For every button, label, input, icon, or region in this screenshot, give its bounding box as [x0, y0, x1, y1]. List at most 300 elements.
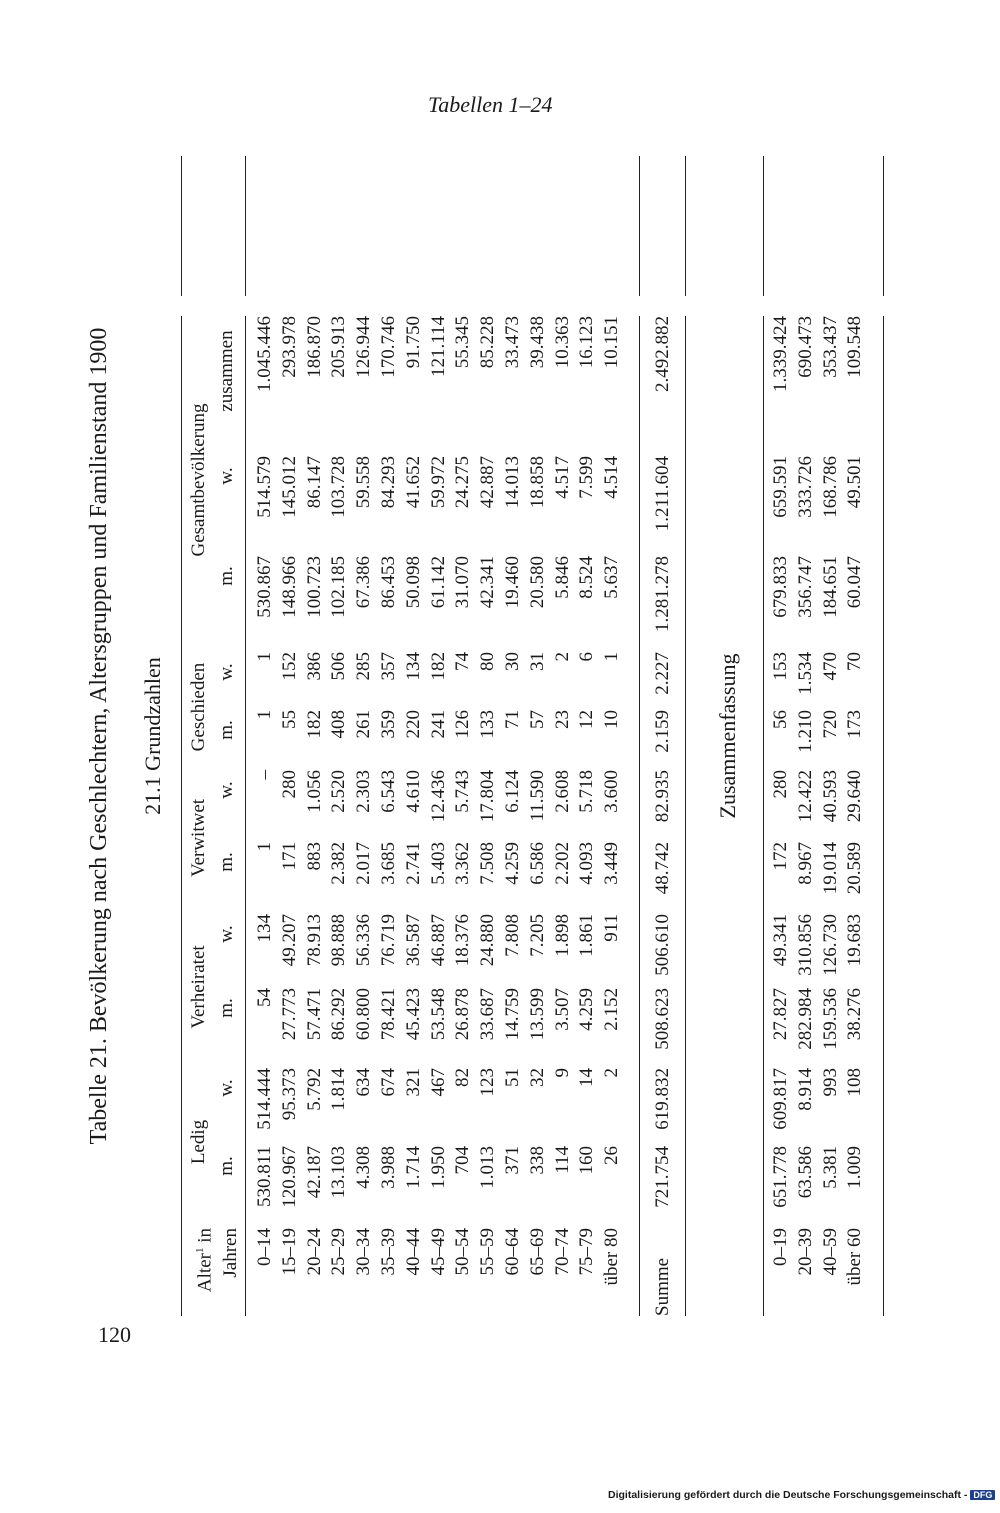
value-cell: 14: [576, 1068, 598, 1087]
value-cell: 42.887: [477, 456, 499, 509]
value-cell: 10.151: [601, 316, 623, 369]
group-header: Ledig: [188, 1119, 209, 1165]
value-cell: 13.103: [328, 1146, 350, 1199]
value-cell: 3.600: [601, 770, 623, 813]
value-cell: 148.966: [278, 556, 300, 618]
rule-header-right: [245, 156, 246, 296]
sum-value-cell: 721.754: [652, 1146, 673, 1208]
value-cell: 12.422: [794, 770, 816, 823]
footer-text: Digitalisierung gefördert durch die Deutsche Forschungsgemeinschaft -: [608, 1489, 968, 1501]
age-cell: 0–14: [254, 1228, 275, 1266]
value-cell: 7.808: [502, 914, 523, 957]
value-cell: 91.750: [402, 316, 424, 369]
value-cell: 123: [477, 1068, 499, 1097]
header-age-line2: Jahren: [220, 1228, 242, 1278]
age-cell: 50–54: [452, 1228, 474, 1276]
value-cell: 993: [819, 1068, 841, 1097]
value-cell: 5.637: [601, 556, 623, 599]
value-cell: 20.580: [526, 556, 548, 609]
age-cell: 70–74: [551, 1228, 573, 1276]
value-cell: 659.591: [770, 456, 791, 518]
sum-value-cell: 82.935: [652, 770, 673, 823]
table-row: [526, 316, 550, 1316]
rule-header: [245, 316, 246, 1316]
value-cell: 4.259: [502, 842, 523, 885]
age-cell: über 60: [844, 1228, 866, 1286]
table-row: [575, 316, 599, 1316]
value-cell: 45.423: [402, 988, 424, 1041]
header-age: [187, 1228, 244, 1316]
value-cell: 153: [770, 652, 791, 681]
value-cell: 57.471: [303, 988, 325, 1041]
value-cell: 280: [278, 770, 300, 799]
value-cell: 60.047: [844, 556, 866, 609]
summary-row: [819, 316, 843, 1316]
age-cell: 40–44: [402, 1228, 424, 1276]
subheader-sex: w.: [216, 467, 237, 485]
value-cell: 26: [601, 1146, 623, 1165]
value-cell: 10.363: [551, 316, 573, 369]
value-cell: 1: [601, 652, 623, 662]
value-cell: 530.811: [254, 1146, 275, 1208]
value-cell: 121.114: [427, 316, 449, 378]
age-cell: 65–69: [526, 1228, 548, 1276]
value-cell: 359: [378, 710, 399, 739]
value-cell: 42.187: [303, 1146, 325, 1199]
value-cell: 7.508: [477, 842, 499, 885]
value-cell: 42.341: [477, 556, 499, 609]
value-cell: 51: [502, 1068, 523, 1087]
header-age-line1: Alter: [194, 1253, 216, 1293]
value-cell: 61.142: [427, 556, 449, 609]
header-age-footnote: 1: [194, 1247, 206, 1254]
value-cell: 674: [378, 1068, 399, 1097]
value-cell: 3.988: [378, 1146, 399, 1189]
value-cell: 103.728: [328, 456, 350, 518]
value-cell: 80: [477, 652, 499, 671]
value-cell: 690.473: [794, 316, 816, 378]
value-cell: 8.914: [794, 1068, 816, 1111]
age-cell: 60–64: [502, 1228, 523, 1276]
table-row: [501, 316, 525, 1316]
subheader-sex: w.: [216, 1079, 237, 1097]
value-cell: 40.593: [819, 770, 841, 823]
value-cell: 4.514: [601, 456, 623, 499]
value-cell: 2.608: [551, 770, 573, 813]
value-cell: 4.610: [402, 770, 424, 813]
value-cell: 7.205: [526, 914, 548, 957]
value-cell: 168.786: [819, 456, 841, 518]
value-cell: 173: [844, 710, 866, 739]
value-cell: 5.743: [452, 770, 474, 813]
value-cell: 24.275: [452, 456, 474, 509]
value-cell: 60.800: [353, 988, 375, 1041]
group-header: Geschieden: [188, 662, 209, 752]
table-row: [427, 316, 451, 1316]
value-cell: 1.714: [402, 1146, 424, 1189]
value-cell: 114: [551, 1146, 573, 1174]
value-cell: 49.207: [278, 914, 300, 967]
value-cell: 7.599: [576, 456, 598, 499]
value-cell: 109.548: [844, 316, 866, 378]
value-cell: 182: [303, 710, 325, 739]
value-cell: 14.013: [502, 456, 523, 509]
value-cell: 31.070: [452, 556, 474, 609]
value-cell: 98.888: [328, 914, 350, 967]
section-heading-summary: Zusammenfassung: [715, 653, 740, 819]
value-cell: 27.827: [770, 988, 791, 1041]
value-cell: 70: [844, 652, 866, 671]
value-cell: 23: [551, 710, 573, 729]
value-cell: 26.878: [452, 988, 474, 1041]
value-cell: 84.293: [378, 456, 399, 509]
value-cell: 3.507: [551, 988, 573, 1031]
value-cell: 41.652: [402, 456, 424, 509]
value-cell: 1.534: [794, 652, 816, 695]
value-cell: 1: [254, 710, 275, 720]
value-cell: 56: [770, 710, 791, 729]
age-cell: 25–29: [328, 1228, 350, 1276]
value-cell: 293.978: [278, 316, 300, 378]
age-cell: 75–79: [576, 1228, 598, 1276]
value-cell: 63.586: [794, 1146, 816, 1199]
value-cell: 338: [526, 1146, 548, 1175]
age-cell: 0–19: [770, 1228, 791, 1266]
value-cell: 408: [328, 710, 350, 739]
value-cell: 609.817: [770, 1068, 791, 1130]
value-cell: 172: [770, 842, 791, 871]
value-cell: 883: [303, 842, 325, 871]
value-cell: 186.870: [303, 316, 325, 378]
value-cell: 911: [601, 914, 623, 942]
rule-before-sum-right: [639, 156, 640, 296]
value-cell: 56.336: [353, 914, 375, 967]
subheader-sex: m.: [216, 720, 237, 740]
section-heading-basic: 21.1 Grundzahlen: [140, 657, 165, 815]
value-cell: 78.913: [303, 914, 325, 967]
value-cell: 261: [353, 710, 375, 739]
value-cell: 2.303: [353, 770, 375, 813]
value-cell: 720: [819, 710, 841, 739]
value-cell: 19.460: [502, 556, 523, 609]
subheader-sex: m.: [216, 852, 237, 872]
value-cell: 74: [452, 652, 474, 671]
value-cell: 241: [427, 710, 449, 739]
value-cell: 2.520: [328, 770, 350, 813]
subheader-total: zusammen: [216, 330, 237, 412]
value-cell: 33.687: [477, 988, 499, 1041]
value-cell: 55.345: [452, 316, 474, 369]
value-cell: 514.579: [254, 456, 275, 518]
value-cell: 2.741: [402, 842, 424, 885]
value-cell: 4.308: [353, 1146, 375, 1189]
value-cell: 310.856: [794, 914, 816, 976]
value-cell: 38.276: [844, 988, 866, 1041]
group-header: Verheiratet: [188, 945, 209, 1029]
rule-summary-top: [763, 316, 764, 1316]
age-cell: 55–59: [477, 1228, 499, 1276]
value-cell: 1.013: [477, 1146, 499, 1189]
value-cell: 67.386: [353, 556, 375, 609]
value-cell: 353.437: [819, 316, 841, 378]
sum-label: Summe: [652, 1257, 673, 1316]
value-cell: 19.014: [819, 842, 841, 895]
value-cell: 86.147: [303, 456, 325, 509]
value-cell: 78.421: [378, 988, 399, 1041]
value-cell: 133: [477, 710, 499, 739]
value-cell: 82: [452, 1068, 474, 1087]
age-cell: 20–24: [303, 1228, 325, 1276]
value-cell: 16.123: [576, 316, 598, 369]
value-cell: 59.558: [353, 456, 375, 509]
value-cell: 30: [502, 652, 523, 671]
group-header: Gesamtbevölkerung: [188, 403, 209, 557]
value-cell: 49.341: [770, 914, 791, 967]
value-cell: 2.382: [328, 842, 350, 885]
value-cell: 2: [551, 652, 573, 662]
header-age-line1-rest: in: [194, 1228, 216, 1248]
age-cell: 35–39: [378, 1228, 399, 1276]
value-cell: 514.444: [254, 1068, 275, 1130]
value-cell: 145.012: [278, 456, 300, 518]
value-cell: 120.967: [278, 1146, 300, 1208]
dfg-logo: DFG: [970, 1490, 995, 1500]
age-cell: 30–34: [353, 1228, 375, 1276]
value-cell: 1.814: [328, 1068, 350, 1111]
value-cell: 33.473: [502, 316, 523, 369]
value-cell: 50.098: [402, 556, 424, 609]
value-cell: 1: [254, 842, 275, 852]
value-cell: 5.403: [427, 842, 449, 885]
value-cell: 108: [844, 1068, 866, 1097]
age-cell: 45–49: [427, 1228, 449, 1276]
value-cell: 134: [402, 652, 424, 681]
sum-value-cell: 619.832: [652, 1068, 673, 1130]
table-row: [451, 316, 475, 1316]
value-cell: 182: [427, 652, 449, 681]
value-cell: 1.045.446: [254, 316, 275, 392]
footer-note: [608, 1489, 995, 1501]
sum-value-cell: 48.742: [652, 842, 673, 895]
summary-row: [843, 316, 867, 1316]
age-cell: 40–59: [819, 1228, 841, 1276]
value-cell: 6.586: [526, 842, 548, 885]
table-row: [377, 316, 401, 1316]
value-cell: 85.228: [477, 316, 499, 369]
value-cell: 11.590: [526, 770, 548, 822]
value-cell: 184.651: [819, 556, 841, 618]
value-cell: 12.436: [427, 770, 449, 823]
value-cell: 8.967: [794, 842, 816, 885]
value-cell: 1.898: [551, 914, 573, 957]
value-cell: 27.773: [278, 988, 300, 1041]
running-head: Tabellen 1–24: [428, 92, 553, 117]
value-cell: 126.944: [353, 316, 375, 378]
value-cell: 3.362: [452, 842, 474, 885]
value-cell: 29.640: [844, 770, 866, 823]
value-cell: 76.719: [378, 914, 399, 967]
value-cell: 2.202: [551, 842, 573, 885]
table-row: [600, 316, 624, 1316]
value-cell: 24.880: [477, 914, 499, 967]
rule-before-sum: [639, 316, 640, 1316]
value-cell: 205.913: [328, 316, 350, 378]
value-cell: 5.381: [819, 1146, 841, 1189]
value-cell: 1.009: [844, 1146, 866, 1189]
value-cell: 18.376: [452, 914, 474, 967]
value-cell: 159.536: [819, 988, 841, 1050]
table-row: [551, 316, 575, 1316]
subheader-sex: m.: [216, 1156, 237, 1176]
value-cell: 160: [576, 1146, 598, 1175]
value-cell: 2.017: [353, 842, 375, 885]
value-cell: 54: [254, 988, 275, 1007]
value-cell: 4.517: [551, 456, 573, 499]
value-cell: 5.718: [576, 770, 598, 813]
age-cell: über 80: [601, 1228, 623, 1286]
sum-value-cell: 1.281.278: [652, 556, 673, 632]
value-cell: 102.185: [328, 556, 350, 618]
value-cell: 86.292: [328, 988, 350, 1041]
value-cell: 5.846: [551, 556, 573, 599]
subheader-sex: m.: [216, 998, 237, 1018]
value-cell: 36.587: [402, 914, 424, 967]
value-cell: 95.373: [278, 1068, 300, 1121]
value-cell: 506: [328, 652, 350, 681]
value-cell: 6.543: [378, 770, 399, 813]
subheader-sex: w.: [216, 781, 237, 799]
value-cell: 6: [576, 652, 598, 662]
value-cell: 19.683: [844, 914, 866, 967]
value-cell: 14.759: [502, 988, 523, 1041]
page-number: 120: [98, 1322, 131, 1347]
value-cell: –: [254, 770, 275, 780]
rotated-table: [65, 156, 885, 1316]
value-cell: 634: [353, 1068, 375, 1097]
subheader-sex: w.: [216, 663, 237, 681]
table-row: [278, 316, 302, 1316]
sum-value-cell: 506.610: [652, 914, 673, 976]
value-cell: 8.524: [576, 556, 598, 599]
value-cell: 1.950: [427, 1146, 449, 1189]
age-cell: 15–19: [278, 1228, 300, 1276]
rule-top-right: [181, 156, 182, 296]
value-cell: 679.833: [770, 556, 791, 618]
value-cell: 20.589: [844, 842, 866, 895]
value-cell: 356.747: [794, 556, 816, 618]
value-cell: 59.972: [427, 456, 449, 509]
value-cell: 5.792: [303, 1068, 325, 1111]
rule-after-sum-right: [685, 156, 686, 296]
value-cell: 285: [353, 652, 375, 681]
value-cell: 371: [502, 1146, 523, 1175]
value-cell: 321: [402, 1068, 424, 1097]
value-cell: 333.726: [794, 456, 816, 518]
value-cell: 71: [502, 710, 523, 729]
value-cell: 280: [770, 770, 791, 799]
value-cell: 18.858: [526, 456, 548, 509]
subheader-sex: w.: [216, 925, 237, 943]
summary-row: [769, 316, 793, 1316]
sum-value-cell: 508.623: [652, 988, 673, 1050]
value-cell: 1.339.424: [770, 316, 791, 392]
value-cell: 1.056: [303, 770, 325, 813]
value-cell: 12: [576, 710, 598, 729]
value-cell: 32: [526, 1068, 548, 1087]
value-cell: 31: [526, 652, 548, 671]
value-cell: 6.124: [502, 770, 523, 813]
rule-top: [181, 316, 182, 1316]
value-cell: 100.723: [303, 556, 325, 618]
value-cell: 651.778: [770, 1146, 791, 1208]
value-cell: 9: [551, 1068, 573, 1078]
value-cell: 126: [452, 710, 474, 739]
value-cell: 704: [452, 1146, 474, 1175]
value-cell: 46.887: [427, 914, 449, 967]
value-cell: 1: [254, 652, 275, 662]
rule-bottom-right: [883, 156, 884, 296]
value-cell: 13.599: [526, 988, 548, 1041]
value-cell: 53.548: [427, 988, 449, 1041]
value-cell: 152: [278, 652, 300, 681]
value-cell: 2.152: [601, 988, 623, 1031]
value-cell: 86.453: [378, 556, 399, 609]
table-title: Tabelle 21. Bevölkerung nach Geschlechtern, Altersgruppen und Familienstand 1900: [86, 327, 112, 1145]
value-cell: 134: [254, 914, 275, 943]
value-cell: 3.685: [378, 842, 399, 885]
value-cell: 386: [303, 652, 325, 681]
value-cell: 2: [601, 1068, 623, 1078]
table-row: [303, 316, 327, 1316]
value-cell: 126.730: [819, 914, 841, 976]
value-cell: 170.746: [378, 316, 399, 378]
age-cell: 20–39: [794, 1228, 816, 1276]
value-cell: 39.438: [526, 316, 548, 369]
sum-value-cell: 2.492.882: [652, 316, 673, 392]
table-row: [352, 316, 376, 1316]
value-cell: 17.804: [477, 770, 499, 823]
value-cell: 4.259: [576, 988, 598, 1031]
summary-row: [794, 316, 818, 1316]
value-cell: 220: [402, 710, 424, 739]
value-cell: 49.501: [844, 456, 866, 509]
value-cell: 530.867: [254, 556, 275, 618]
value-cell: 171: [278, 842, 300, 871]
value-cell: 1.210: [794, 710, 816, 753]
value-cell: 57: [526, 710, 548, 729]
value-cell: 3.449: [601, 842, 623, 885]
subheader-sex: m.: [216, 566, 237, 586]
value-cell: 470: [819, 652, 841, 681]
value-cell: 467: [427, 1068, 449, 1097]
table-row: [253, 316, 277, 1316]
group-header: Verwitwet: [188, 798, 209, 878]
table-row: [476, 316, 500, 1316]
value-cell: 1.861: [576, 914, 598, 957]
rule-after-sum: [685, 316, 686, 1316]
value-cell: 282.984: [794, 988, 816, 1050]
value-cell: 357: [378, 652, 399, 681]
sum-value-cell: 2.227: [652, 652, 673, 695]
table-row: [327, 316, 351, 1316]
table-row: [402, 316, 426, 1316]
rule-bottom: [883, 316, 884, 1316]
rule-summary-top-right: [763, 156, 764, 296]
value-cell: 4.093: [576, 842, 598, 885]
value-cell: 55: [278, 710, 300, 729]
sum-value-cell: 1.211.604: [652, 456, 673, 532]
value-cell: 10: [601, 710, 623, 729]
